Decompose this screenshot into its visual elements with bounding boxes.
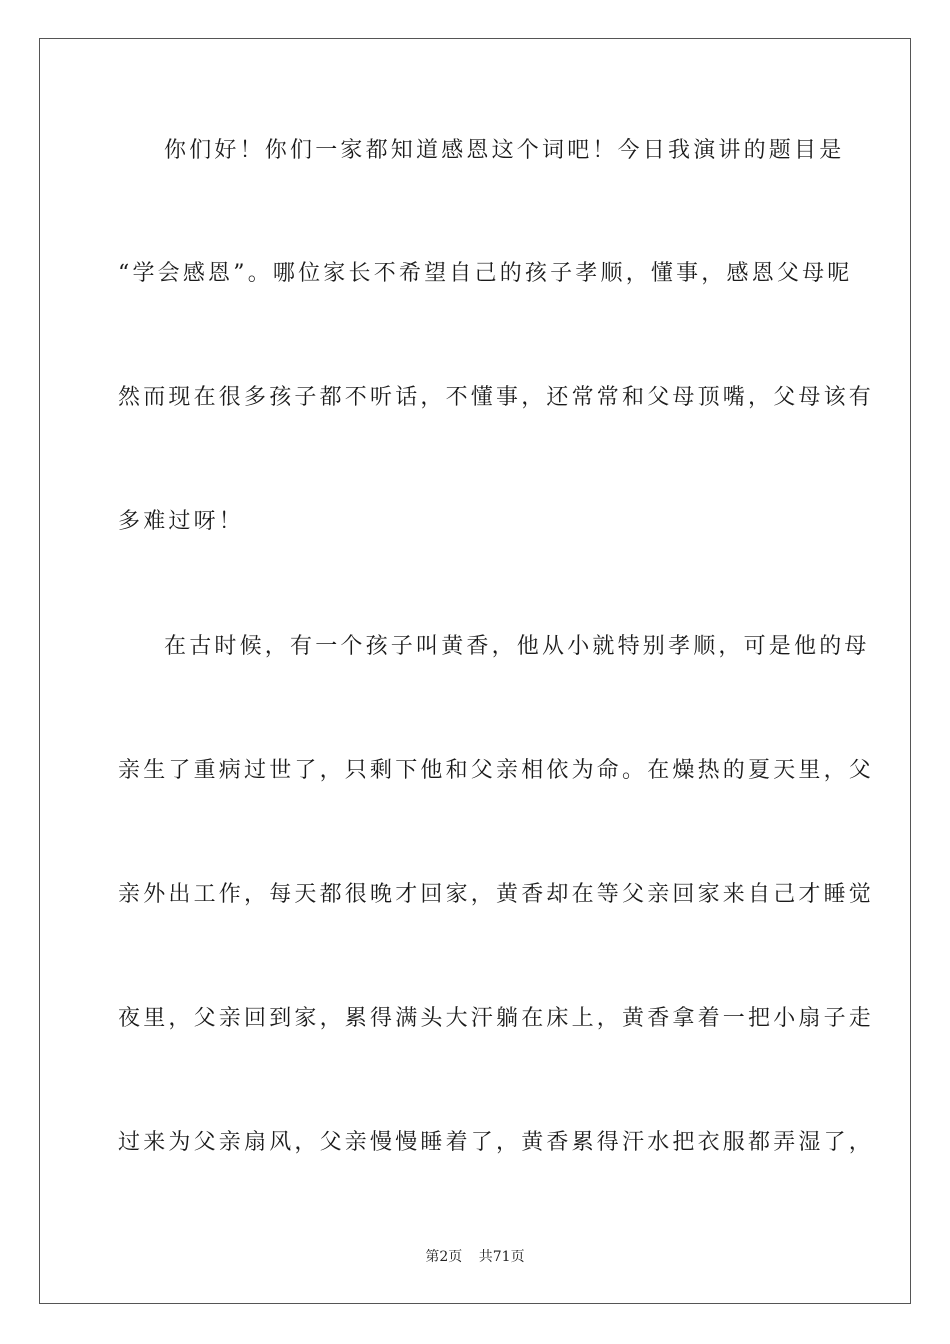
page-border <box>39 38 911 1304</box>
page-total: 共71页 <box>478 1249 525 1265</box>
text-line-7: 亲外出工作，每天都很晚才回家，黄香却在等父亲回家来自己才睡觉 <box>118 882 875 907</box>
text-line-3: 然而现在很多孩子都不听话，不懂事，还常常和父母顶嘴，父母该有 <box>118 385 875 410</box>
page-number: 第2页 <box>425 1249 463 1265</box>
text-line-2: “学会感恩”。哪位家长不希望自己的孩子孝顺，懂事，感恩父母呢 <box>118 261 853 286</box>
text-line-1: 你们好！你们一家都知道感恩这个词吧！今日我演讲的题目是 <box>164 138 845 163</box>
text-line-4: 多难过呀！ <box>118 509 245 534</box>
text-line-9: 过来为父亲扇风，父亲慢慢睡着了，黄香累得汗水把衣服都弄湿了， <box>118 1130 875 1155</box>
text-line-8: 夜里，父亲回到家，累得满头大汗躺在床上，黄香拿着一把小扇子走 <box>118 1006 875 1031</box>
text-line-6: 亲生了重病过世了，只剩下他和父亲相依为命。在燥热的夏天里，父 <box>118 758 875 783</box>
text-line-5: 在古时候，有一个孩子叫黄香，他从小就特别孝顺，可是他的母 <box>164 634 870 659</box>
page-footer <box>0 1247 950 1267</box>
